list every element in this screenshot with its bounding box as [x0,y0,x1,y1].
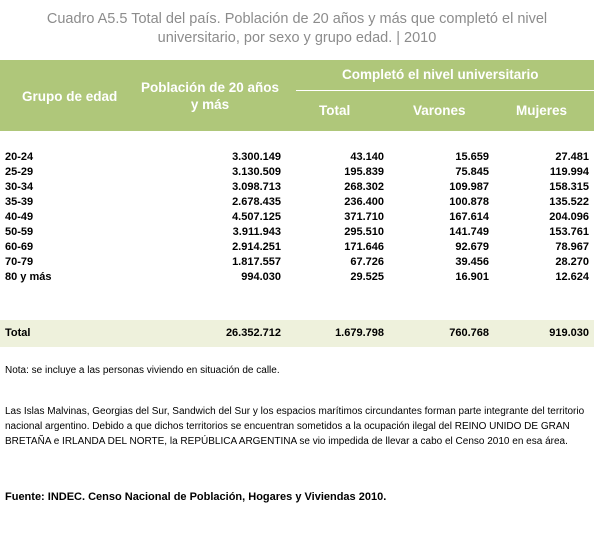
title-line-1: Cuadro A5.5 Total del país. Población de 20 años y más que completó el nivel [46,11,548,27]
cell-grupo: 50-59 [5,226,34,238]
cell-grupo: 80 y más [5,271,52,283]
cell-poblacion: 2.914.251 [232,241,281,253]
cell-mujeres: 12.624 [555,271,589,283]
cell-total: 43.140 [350,151,384,163]
source-note: Fuente: INDEC. Censo Nacional de Población, Hogares y Viviendas 2010. [5,491,387,503]
table-row [0,151,594,166]
cell-grupo: 20-24 [5,151,34,163]
note-malvinas: Las Islas Malvinas, Georgias del Sur, Sandwich del Sur y los espacios marítimos circundantes forman parte integrante del territorio nacional argentino. Debido a que dichos territorios se encuentran sometidos a la ocupación ilegal del REINO UNIDO DE GRAN BRETAÑA e IRLANDA DEL NORTE, la REPÚBLICA ARGENTINA se vio impedida de llevar a cabo el Censo 2010 en esa área. [5,406,585,447]
cell-varones: 109.987 [449,181,489,193]
header-poblacion-line-1: Población de 20 años [140,80,280,95]
header-completo: Completó el nivel universitario [342,67,539,82]
cell-mujeres: 153.761 [549,226,589,238]
cell-varones: 16.901 [455,271,489,283]
cell-varones: 100.878 [449,196,489,208]
header-poblacion [120,79,300,113]
cell-total: 268.302 [344,181,384,193]
table-row [0,271,594,286]
table-row [0,256,594,271]
cell-mujeres: 158.315 [549,181,589,193]
cell-poblacion: 3.098.713 [232,181,281,193]
cell-varones: 92.679 [455,241,489,253]
table-row [0,181,594,196]
cell-total: 371.710 [344,211,384,223]
cell-total: 295.510 [344,226,384,238]
cell-grupo: 70-79 [5,256,34,268]
note-calle: Nota: se incluye a las personas viviendo en situación de calle. [5,365,280,376]
cell-mujeres: 135.522 [549,196,589,208]
cell-varones: 75.845 [455,166,489,178]
cell-poblacion: 1.817.557 [232,256,281,268]
header-grupo-de-edad: Grupo de edad [22,89,118,104]
cell-total: 195.839 [344,166,384,178]
cell-grupo: 35-39 [5,196,34,208]
cell-poblacion: 994.030 [241,271,281,283]
cell-mujeres: 78.967 [555,241,589,253]
cell-grupo: 40-49 [5,211,34,223]
header-poblacion-line-2: y más [190,97,230,112]
cell-poblacion: 3.300.149 [232,151,281,163]
cell-poblacion: 4.507.125 [232,211,281,223]
cell-total: 67.726 [350,256,384,268]
cell-mujeres: 204.096 [549,211,589,223]
cell-poblacion: 2.678.435 [232,196,281,208]
cell-varones: 141.749 [449,226,489,238]
cell-grupo: 25-29 [5,166,34,178]
total-mujeres: 919.030 [549,327,589,339]
cell-grupo: 60-69 [5,241,34,253]
table-row [0,196,594,211]
table-row [0,166,594,181]
cell-varones: 39.456 [455,256,489,268]
header-total: Total [319,103,351,118]
table-row [0,241,594,256]
cell-varones: 167.614 [449,211,489,223]
total-varones: 760.768 [449,327,489,339]
table-row [0,226,594,241]
table-title [0,10,594,48]
table-row [0,211,594,226]
cell-mujeres: 119.994 [549,166,589,178]
cell-mujeres: 27.481 [555,151,589,163]
cell-grupo: 30-34 [5,181,34,193]
header-divider [296,90,594,91]
cell-poblacion: 3.130.509 [232,166,281,178]
cell-total: 29.525 [350,271,384,283]
cell-varones: 15.659 [455,151,489,163]
cell-total: 236.400 [344,196,384,208]
header-mujeres: Mujeres [516,103,568,118]
total-poblacion: 26.352.712 [225,327,281,339]
cell-mujeres: 28.270 [555,256,589,268]
cell-total: 171.646 [344,241,384,253]
header-varones: Varones [413,103,466,118]
total-label: Total [5,327,31,339]
table-body [0,151,594,286]
cell-poblacion: 3.911.943 [232,226,281,238]
total-row [0,320,594,347]
title-line-2: universitario, por sexo y grupo edad. | 2010 [157,30,437,46]
total-total: 1.679.798 [335,327,384,339]
